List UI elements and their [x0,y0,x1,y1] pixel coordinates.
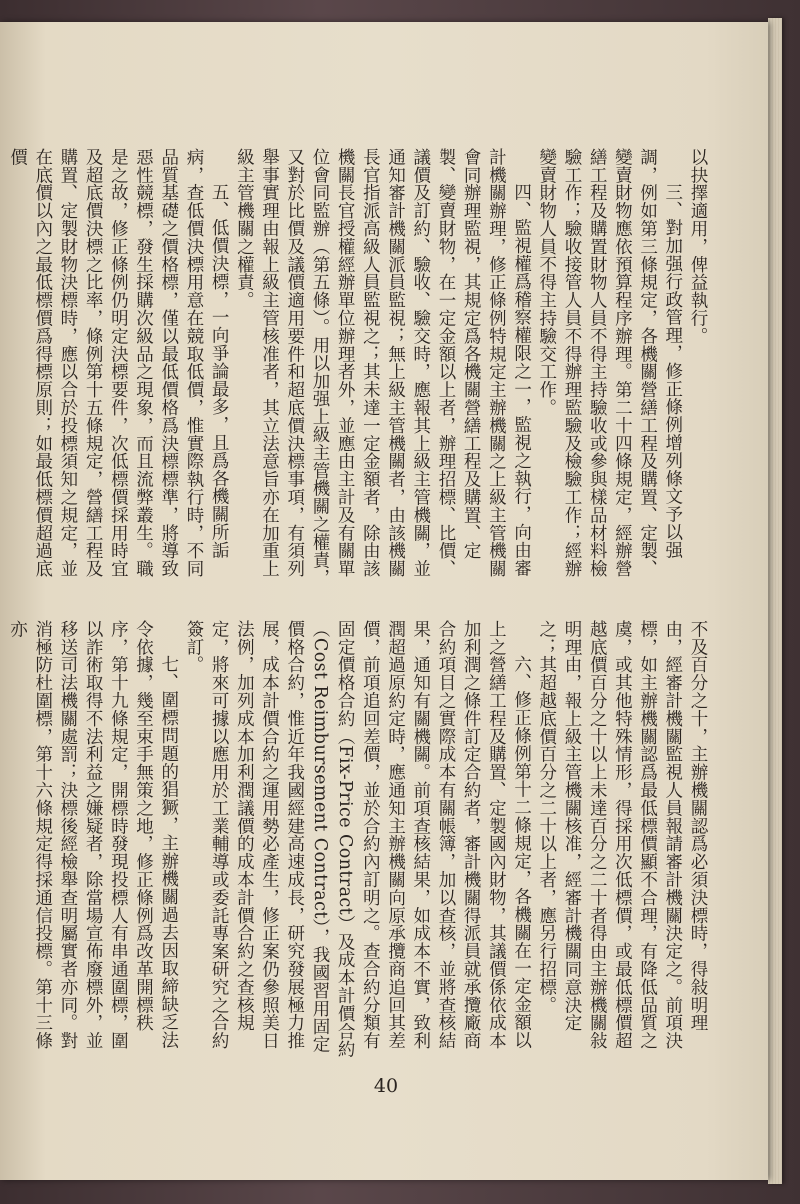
paragraph: 三、對加强行政管理，修正條例增列條文予以强調，例如第三條規定，各機關營繕工程及購置、定製、變賣財物應依預算程序辦理。第二十四條規定，經辦營繕工程及購置財物人員不得主持驗收或參與樣品材料檢驗工作；驗收接管人員不得辦理監驗及檢驗工作；經辦變賣財物人員不得主持驗交工作。 [536,148,683,578]
paragraph: 以抉擇適用，俾益執行。 [688,148,708,345]
paragraph: 七、圍標問題的猖獗，主辦機關過去因取締缺乏法令依據，幾至束手無策之地，修正條例爲改革開標秩序，第十九條規定，開標時發現投標人有串通圍標，圍以詐術取得不法利益之嫌疑者，除當場宣佈廢標外，並移送司法機關處罰；決標後經檢舉查明屬實者亦同。對消極防杜圍標，第十六條規定得採通信投標。第十三條亦 [7,620,179,1050]
paragraph: 四、監視權爲稽察權限之一，監視之執行，向由審計機關辦理，修正條例特規定主辦機關之上級主管機關會同辦理監視，其規定爲各機關營繕工程及購置、定製、變賣財物，在一定金額以上者，辦理招標、比價、議價及訂約、驗收、驗交時，應報其上級主管機關，並通知審計機關派員監視；無上級主管機關者，由該機關長官指派高級人員監視之；其未達一定金額者，除由該機關長官授權經辦單位辦理者外，並應由主計及有關單位會同監辦（第五條）。用以加强上級主管機關之權責，又對於比價及議價適用要件和超底價決標事項，有須列舉事實理由報上級主管核准者，其立法意旨亦在加重上級主管機關之權責。 [234,148,532,587]
lower-text-block [7,620,710,1060]
paragraph: 不及百分之十，主辦機關認爲必須決標時，得敍明理由，經審計機關監視人員報請審計機關決定之。前項決標，如主辦機關認爲最低標價顯不合理，有降低品質之虞，或其他特殊情形，得採用次低標價，或最低標價超越底價百分之十以上未達百分之二十者得由主辦機關敍明理由，報上級主管機關核准，經審計機關同意決定之；其超越底價百分之二十以上者，應另行招標。 [536,620,708,1050]
upper-text-block [7,148,710,588]
paragraph: 六、修正條例第十二條規定，各機關在一定金額以上之營繕工程及購置、定製國內財物，其議價係依成本加利潤之條件訂定合約者，審計機關得派員就承攬廠商合約項目之實際成本有關帳簿，加以查核，並將查核結果，通知有關機關。前項查核結果，如成本不實，致利潤超過原約定時，應通知主辦機關向原承攬商追回其差價，前項追回差價，並於合約內訂明之。查合約分類有固定價格合約（Fix-Price Contract）及成本計價合約（Cost Reimbursement Contract），我國習用固定價格合約，惟近年我國經建高速成長，研究發展極力推展，成本計價合約之運用勢必產生，修正案仍參照美日法例，加列成本加利潤議價的成本計價合約之查核規定，將來可據以應用於工業輔導或委託專案研究之合約簽訂。 [183,620,532,1059]
paragraph: 五、低價決標，一向爭論最多，且爲各機關所詬病，查低價決標用意在競取低價，惟實際執行時，不同品質基礎之價格標，僅以最低價格爲決標標準，將導致惡性競標，發生採購次級品之現象，而且流弊叢生。職是之故，修正條例仍明定決標要件，次低標價採用時宜及超底價決標之比率，條例第十五條規定，營繕工程及購置、定製財物決標時，應以合於投標須知之規定，並在底價以內之最低標價爲得標原則；如最低標價超過底價 [7,148,230,578]
page-number: 40 [373,1075,399,1097]
page-edge [768,18,782,1184]
